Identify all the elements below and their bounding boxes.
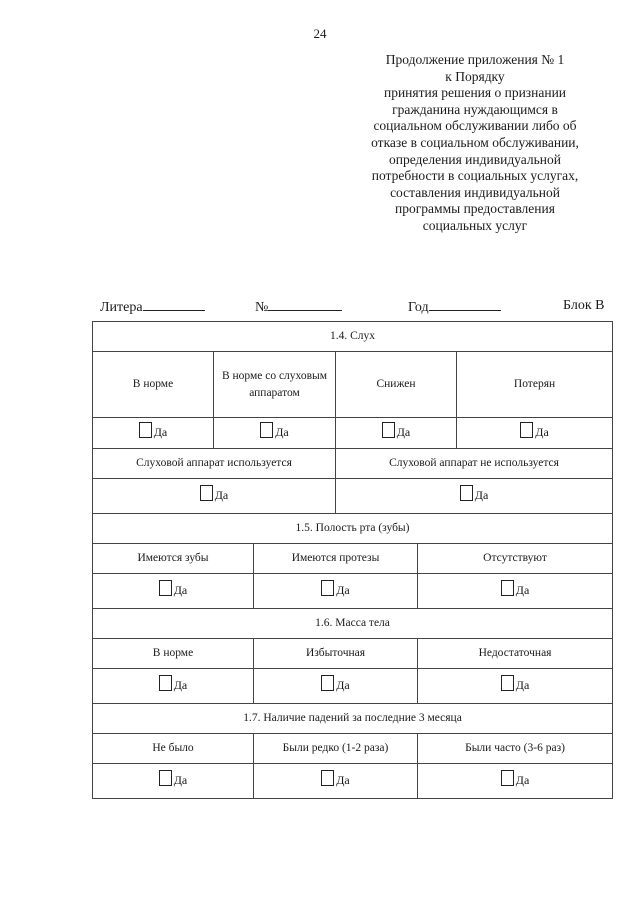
number-field[interactable] [255,298,342,316]
weight-excess-yes[interactable] [321,675,350,691]
yes-label: Да [515,773,530,787]
hearing-normal-cell [93,418,214,449]
falls-frequent-yes[interactable] [501,770,530,786]
checkbox[interactable] [382,422,395,438]
yes-label: Да [515,583,530,597]
yes-label: Да [173,773,188,787]
appendix-line: социальном обслуживании либо об [373,118,577,134]
yes-label: Да [474,488,489,502]
mouth-dentures-cell [254,574,418,609]
checkbox[interactable] [321,580,334,596]
weight-insufficient-yes[interactable] [501,675,530,691]
checkbox[interactable] [501,770,514,786]
checkbox[interactable] [159,770,172,786]
appendix-line: программы предоставления [395,201,555,217]
yes-label: Да [173,583,188,597]
hearing-aid-not-used-label: Слуховой аппарат не используется [336,449,613,479]
yes-label: Да [535,425,549,439]
weight-normal-cell [93,669,254,704]
section-title-mouth: 1.5. Полость рта (зубы) [93,514,613,544]
header-fields [100,298,615,318]
weight-insufficient-cell [418,669,613,704]
year-field[interactable] [408,298,501,316]
mouth-teeth-cell [93,574,254,609]
falls-none-yes[interactable] [159,770,188,786]
checkbox[interactable] [321,675,334,691]
checkbox[interactable] [139,422,152,438]
weight-option-excess: Избыточная [254,639,418,669]
number-blank[interactable] [268,298,342,311]
hearing-option-normal: В норме [93,352,214,418]
hearing-with-aid-yes[interactable] [260,422,289,438]
yes-label: Да [396,425,411,439]
mouth-option-dentures: Имеются протезы [254,544,418,574]
litera-blank[interactable] [143,298,205,311]
yes-label: Да [214,488,229,502]
hearing-lost-cell [457,418,613,449]
hearing-option-lost: Потерян [457,352,613,418]
checkbox[interactable] [501,580,514,596]
checkbox[interactable] [260,422,273,438]
mouth-none-cell [418,574,613,609]
weight-excess-cell [254,669,418,704]
mouth-option-teeth: Имеются зубы [93,544,254,574]
aid-used-cell [93,479,336,514]
litera-field[interactable] [100,298,205,316]
hearing-reduced-cell [336,418,457,449]
yes-label: Да [515,678,530,692]
appendix-line: к Порядку [445,68,505,84]
weight-option-normal: В норме [93,639,254,669]
yes-label: Да [336,678,350,692]
litera-label: Литера [100,300,143,315]
section-title-hearing: 1.4. Слух [93,322,613,352]
appendix-line: социальных услуг [422,217,528,233]
yes-label: Да [336,773,350,787]
checkbox[interactable] [159,580,172,596]
falls-rare-yes[interactable] [321,770,350,786]
hearing-option-with-aid: В норме со слуховым аппаратом [214,352,336,418]
checkbox[interactable] [520,422,533,438]
section-title-falls: 1.7. Наличие падений за последние 3 месяца [93,704,613,734]
year-blank[interactable] [429,298,501,311]
checkbox[interactable] [460,485,473,501]
yes-label: Да [336,583,350,597]
hearing-normal-yes[interactable] [139,422,168,438]
yes-label: Да [173,678,188,692]
hearing-aid-cell [214,418,336,449]
appendix-heading [350,52,600,235]
falls-option-rare: Были редко (1-2 раза) [254,734,418,764]
aid-not-used-yes[interactable] [460,485,489,501]
hearing-option-reduced: Снижен [336,352,457,418]
falls-rare-cell [254,764,418,799]
page-number: 24 [313,26,327,41]
checkbox[interactable] [200,485,213,501]
appendix-line: потребности в социальных услугах, [371,168,579,184]
checkbox[interactable] [321,770,334,786]
appendix-line: определения индивидуальной [389,151,561,167]
section-title-weight: 1.6. Масса тела [93,609,613,639]
mouth-none-yes[interactable] [501,580,530,596]
aid-not-used-cell [336,479,613,514]
number-label: № [255,300,269,315]
weight-option-insufficient: Недостаточная [418,639,613,669]
appendix-line: Продолжение приложения № 1 [385,52,565,67]
yes-label: Да [275,425,289,439]
aid-used-yes[interactable] [200,485,229,501]
appendix-line: отказе в социальном обслуживании, [371,134,579,150]
checkbox[interactable] [501,675,514,691]
falls-frequent-cell [418,764,613,799]
falls-option-frequent: Были часто (3-6 раз) [418,734,613,764]
appendix-line: принятия решения о признании [383,85,567,101]
appendix-line: составления индивидуальной [390,184,560,200]
block-label: Блок В [563,298,605,313]
year-label: Год [408,300,429,315]
falls-option-none: Не было [93,734,254,764]
mouth-dentures-yes[interactable] [321,580,350,596]
hearing-aid-used-label: Слуховой аппарат используется [93,449,336,479]
falls-none-cell [93,764,254,799]
mouth-teeth-yes[interactable] [159,580,188,596]
hearing-lost-yes[interactable] [520,422,549,438]
checkbox[interactable] [159,675,172,691]
yes-label: Да [153,425,168,439]
weight-normal-yes[interactable] [159,675,188,691]
appendix-line: гражданина нуждающимся в [392,101,558,117]
assessment-table [92,321,613,799]
mouth-option-none: Отсутствуют [418,544,613,574]
hearing-reduced-yes[interactable] [382,422,411,438]
